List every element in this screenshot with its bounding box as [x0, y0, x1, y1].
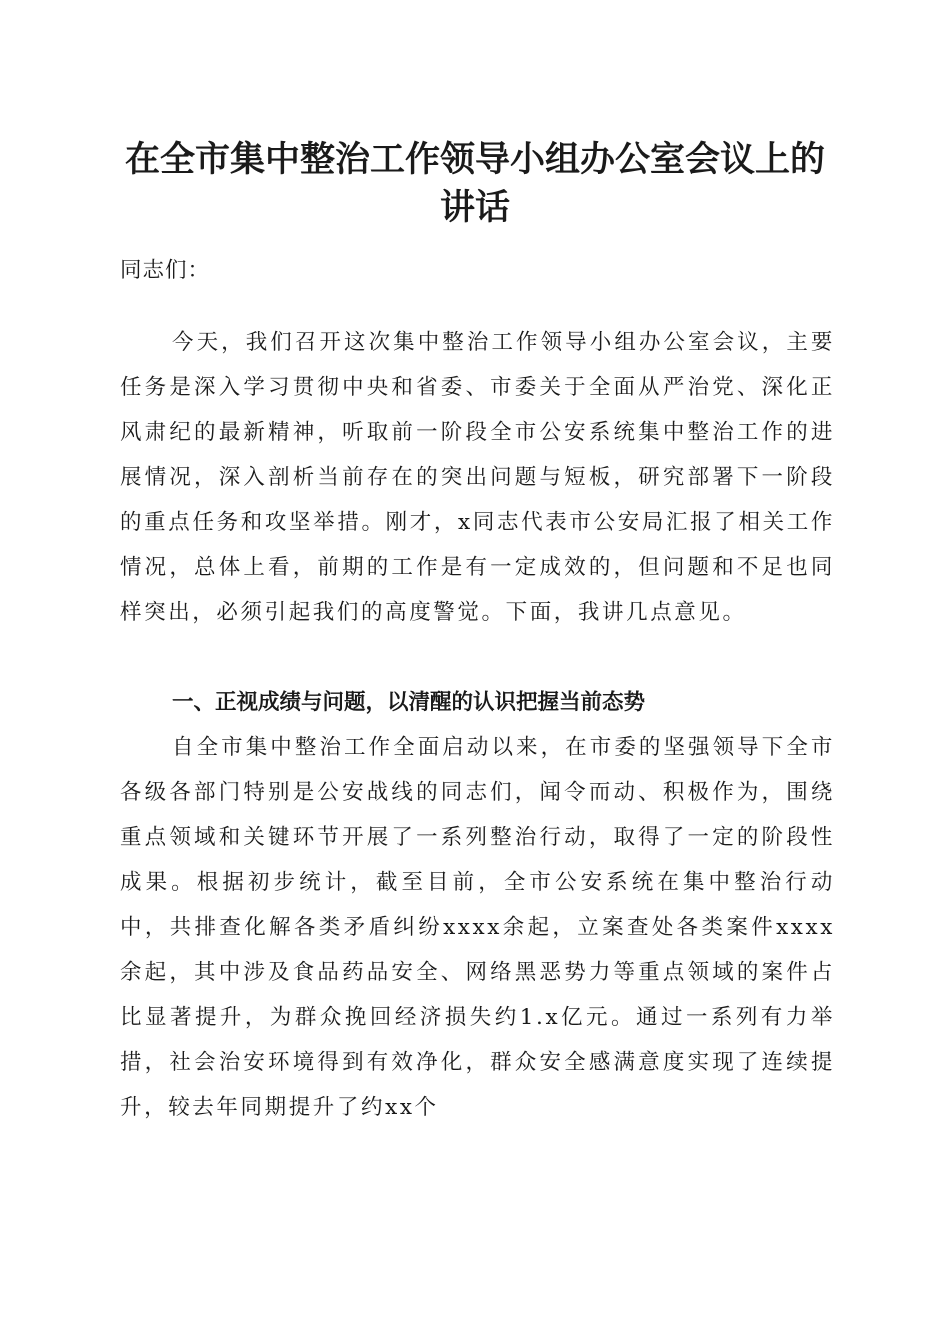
salutation: 同志们：	[120, 258, 211, 283]
paragraph-opening: 今天，我们召开这次集中整治工作领导小组办公室会议，主要任务是深入学习贯彻中央和省委、市委关于全面从严治党、深化正风肃纪的最新精神，听取前一阶段全市公安系统集中整治工作的进展情况，深入剖析当前存在的突出问题与短板，研究部署下一阶段的重点任务和攻坚举措。刚才，x同志代表市公安局汇报了相关工作情况，总体上看，前期的工作是有一定成效的，但问题和不足也同样突出，必须引起我们的高度警觉。下面，我讲几点意见。	[120, 330, 835, 625]
section-heading-1: 一、正视成绩与问题，以清醒的认识把握当前态势	[172, 690, 646, 715]
document-title-line-2: 讲话	[439, 187, 510, 228]
document-title-line-1: 在全市集中整治工作领导小组办公室会议上的	[124, 139, 825, 180]
paragraph-section-1: 自全市集中整治工作全面启动以来，在市委的坚强领导下全市各级各部门特别是公安战线的同志们，闻令而动、积极作为，围绕重点领域和关键环节开展了一系列整治行动，取得了一定的阶段性成果。根据初步统计，截至目前，全市公安系统在集中整治行动中，共排查化解各类矛盾纠纷xxxx余起，立案查处各类案件xxxx余起，其中涉及食品药品安全、网络黑恶势力等重点领域的案件占比显著提升，为群众挽回经济损失约1.x亿元。通过一系列有力举措，社会治安环境得到有效净化，群众安全感满意度实现了连续提升，较去年同期提升了约xx个	[120, 735, 835, 1120]
